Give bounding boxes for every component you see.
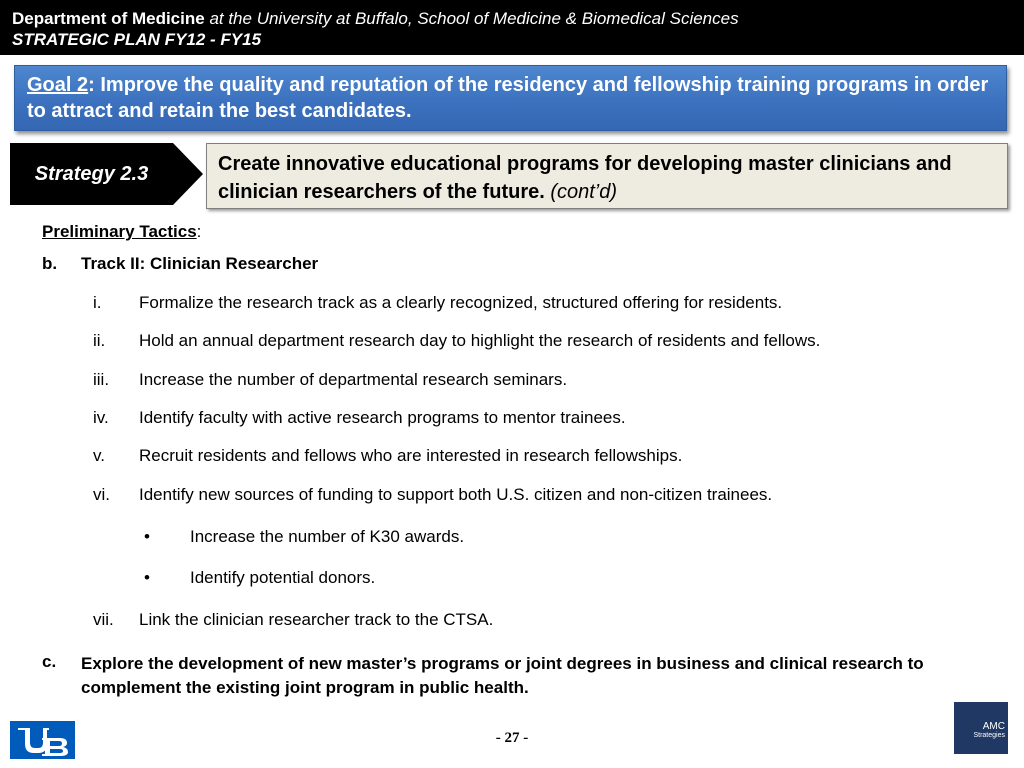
track-label: Track II: Clinician Researcher <box>81 254 319 273</box>
tactics-heading-label: Preliminary Tactics <box>42 222 197 241</box>
list-item-text: Recruit residents and fellows who are interested in research fellowships. <box>139 446 683 465</box>
amc-logo-sub: Strategies <box>973 732 1005 739</box>
header-department: Department of Medicine <box>12 9 205 28</box>
bullet-marker: • <box>144 527 150 546</box>
strategy-description <box>206 143 1008 209</box>
goal-colon: : <box>88 74 95 96</box>
list-item-text: Hold an annual department research day to highlight the research of residents and fellows. <box>139 331 821 350</box>
list-item-text: Identify new sources of funding to support both U.S. citizen and non-citizen trainees. <box>139 485 773 504</box>
item-c-text: Explore the development of new master’s programs or joint degrees in business and clinical research to complement the existing joint program in public health. <box>81 654 924 697</box>
list-item-marker: vi. <box>93 485 110 504</box>
tactics-heading <box>42 222 201 242</box>
strategy-arrow <box>10 143 203 205</box>
goal-banner <box>14 65 1007 131</box>
amc-logo <box>954 702 1008 754</box>
strategy-label: Strategy 2.3 <box>34 162 149 185</box>
header-institution: at the University at Buffalo, School of Medicine & Biomedical Sciences <box>209 9 739 28</box>
header-title <box>12 8 1024 29</box>
list-item-marker: v. <box>93 446 105 465</box>
slide-header <box>0 0 1024 55</box>
list-item-text: Link the clinician researcher track to the CTSA. <box>139 610 494 629</box>
strategy-text: Create innovative educational programs for developing master clinicians and clinician researchers of the future. <box>218 153 952 203</box>
page-number: - 27 - <box>495 730 529 746</box>
tactics-heading-colon: : <box>196 222 202 241</box>
ub-monogram-icon <box>10 721 75 759</box>
list-item-text: Formalize the research track as a clearly recognized, structured offering for residents. <box>139 293 783 312</box>
goal-label: Goal 2 <box>27 74 89 96</box>
bullet-text: Increase the number of K30 awards. <box>190 527 465 546</box>
list-item-text: Increase the number of departmental research seminars. <box>139 370 568 389</box>
list-item-marker: iii. <box>93 370 110 389</box>
bullet-text: Identify potential donors. <box>190 568 376 587</box>
list-item-marker: ii. <box>93 331 106 350</box>
bullet-marker: • <box>144 568 150 587</box>
amc-logo-name: AMC <box>982 721 1005 732</box>
list-item-marker: i. <box>93 293 102 312</box>
ub-logo-icon <box>10 721 75 759</box>
list-item-marker: vii. <box>93 610 114 629</box>
goal-text: Improve the quality and reputation of the residency and fellowship training programs in order to attract and retain the best candidates. <box>27 74 989 122</box>
header-plan: STRATEGIC PLAN FY12 - FY15 <box>12 30 262 49</box>
strategy-contd: (cont’d) <box>550 181 618 203</box>
list-item-text: Identify faculty with active research programs to mentor trainees. <box>139 408 626 427</box>
track-marker: b. <box>42 254 58 273</box>
item-c-marker: c. <box>42 652 57 671</box>
list-item-marker: iv. <box>93 408 109 427</box>
